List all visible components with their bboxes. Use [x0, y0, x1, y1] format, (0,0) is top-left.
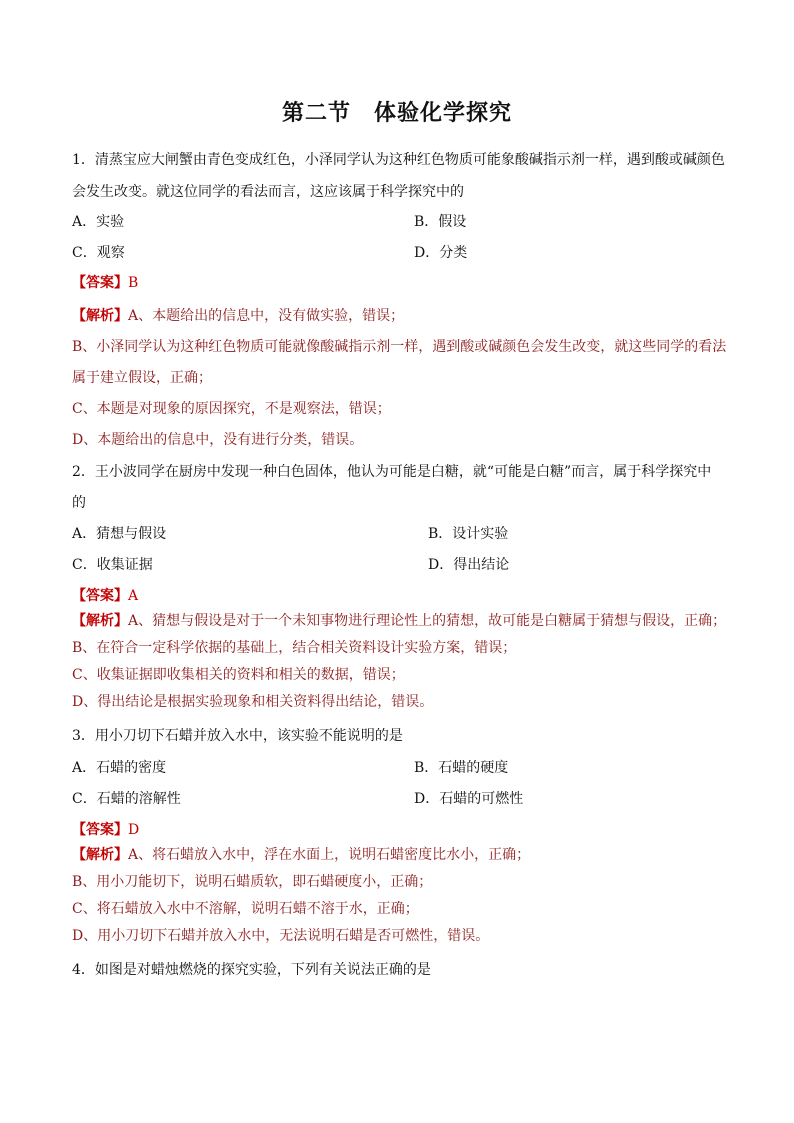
q2-stem-line-1: 2．王小波同学在厨房中发现一种白色固体，他认为可能是白糖，就“可能是白糖”而言，属于科学探究中 — [72, 464, 712, 480]
q2-analysis-line-3: C、收集证据即收集相关的资料和相关的数据，错误； — [72, 667, 405, 683]
q1-option-d: D．分类 — [414, 245, 468, 261]
q1-analysis-line-3: 属于建立假设，正确； — [72, 370, 212, 386]
q2-analysis-line-2: B、在符合一定科学依据的基础上，结合相关资料设计实验方案，错误； — [72, 640, 517, 656]
analysis-label: 【解析】 — [72, 613, 128, 629]
q2-analysis-line-4: D、得出结论是根据实验现象和相关资料得出结论，错误。 — [72, 694, 434, 710]
analysis-text: A、猜想与假设是对于一个未知事物进行理论性上的猜想，故可能是白糖属于猜想与假设，正确； — [128, 613, 727, 629]
q3-stem-line-1: 3．用小刀切下石蜡并放入水中，该实验不能说明的是 — [72, 728, 403, 744]
q2-option-c: C．收集证据 — [72, 557, 153, 573]
q1-analysis-line-4: C、本题是对现象的原因探究，不是观察法，错误； — [72, 401, 391, 417]
page-title: 第二节 体验化学探究 — [281, 101, 512, 126]
q3-option-b: B．石蜡的硬度 — [414, 760, 509, 776]
q1-option-c: C．观察 — [72, 245, 125, 261]
answer-value: B — [128, 275, 139, 291]
q3-analysis-line-4: D、用小刀切下石蜡并放入水中，无法说明石蜡是否可燃性，错误。 — [72, 928, 490, 944]
analysis-label: 【解析】 — [72, 847, 128, 863]
q3-analysis-line-2: B、用小刀能切下，说明石蜡质软，即石蜡硬度小，正确； — [72, 874, 433, 890]
answer-label: 【答案】 — [72, 275, 128, 291]
answer-label: 【答案】 — [72, 822, 128, 838]
q1-stem-line-1: 1．清蒸宝应大闸蟹由青色变成红色，小泽同学认为这种红色物质可能象酸碱指示剂一样，遇到酸或碱颜色 — [72, 152, 725, 168]
q1-option-a: A．实验 — [72, 214, 125, 230]
q1-analysis-line-1 — [72, 306, 732, 326]
q2-option-b: B．设计实验 — [428, 526, 509, 542]
q3-analysis-line-1 — [72, 845, 732, 865]
q1-option-b: B．假设 — [414, 214, 467, 230]
q2-answer — [72, 586, 732, 606]
q1-answer — [72, 273, 732, 293]
q2-option-d: D．得出结论 — [428, 557, 510, 573]
analysis-text: A、将石蜡放入水中，浮在水面上，说明石蜡密度比水小，正确； — [128, 847, 531, 863]
q2-option-a: A．猜想与假设 — [72, 526, 167, 542]
q1-stem-line-2: 会发生改变。就这位同学的看法而言，这应该属于科学探究中的 — [72, 184, 464, 200]
analysis-text: A、本题给出的信息中，没有做实验，错误； — [128, 308, 405, 324]
answer-value: D — [128, 822, 140, 838]
answer-value: A — [128, 588, 139, 604]
answer-label: 【答案】 — [72, 588, 128, 604]
q2-analysis-line-1 — [72, 611, 732, 631]
q4-stem-line-1: 4．如图是对蜡烛燃烧的探究实验，下列有关说法正确的是 — [72, 962, 431, 978]
q3-analysis-line-3: C、将石蜡放入水中不溶解，说明石蜡不溶于水，正确； — [72, 901, 419, 917]
q1-analysis-line-5: D、本题给出的信息中，没有进行分类，错误。 — [72, 432, 364, 448]
q3-answer — [72, 820, 732, 840]
q3-option-a: A．石蜡的密度 — [72, 760, 167, 776]
analysis-label: 【解析】 — [72, 308, 128, 324]
q3-option-c: C．石蜡的溶解性 — [72, 791, 181, 807]
q3-option-d: D．石蜡的可燃性 — [414, 791, 524, 807]
q1-analysis-line-2: B、小泽同学认为这种红色物质可能就像酸碱指示剂一样，遇到酸或碱颜色会发生改变，就这些同学的看法 — [72, 339, 727, 355]
q2-stem-line-2: 的 — [72, 495, 86, 511]
